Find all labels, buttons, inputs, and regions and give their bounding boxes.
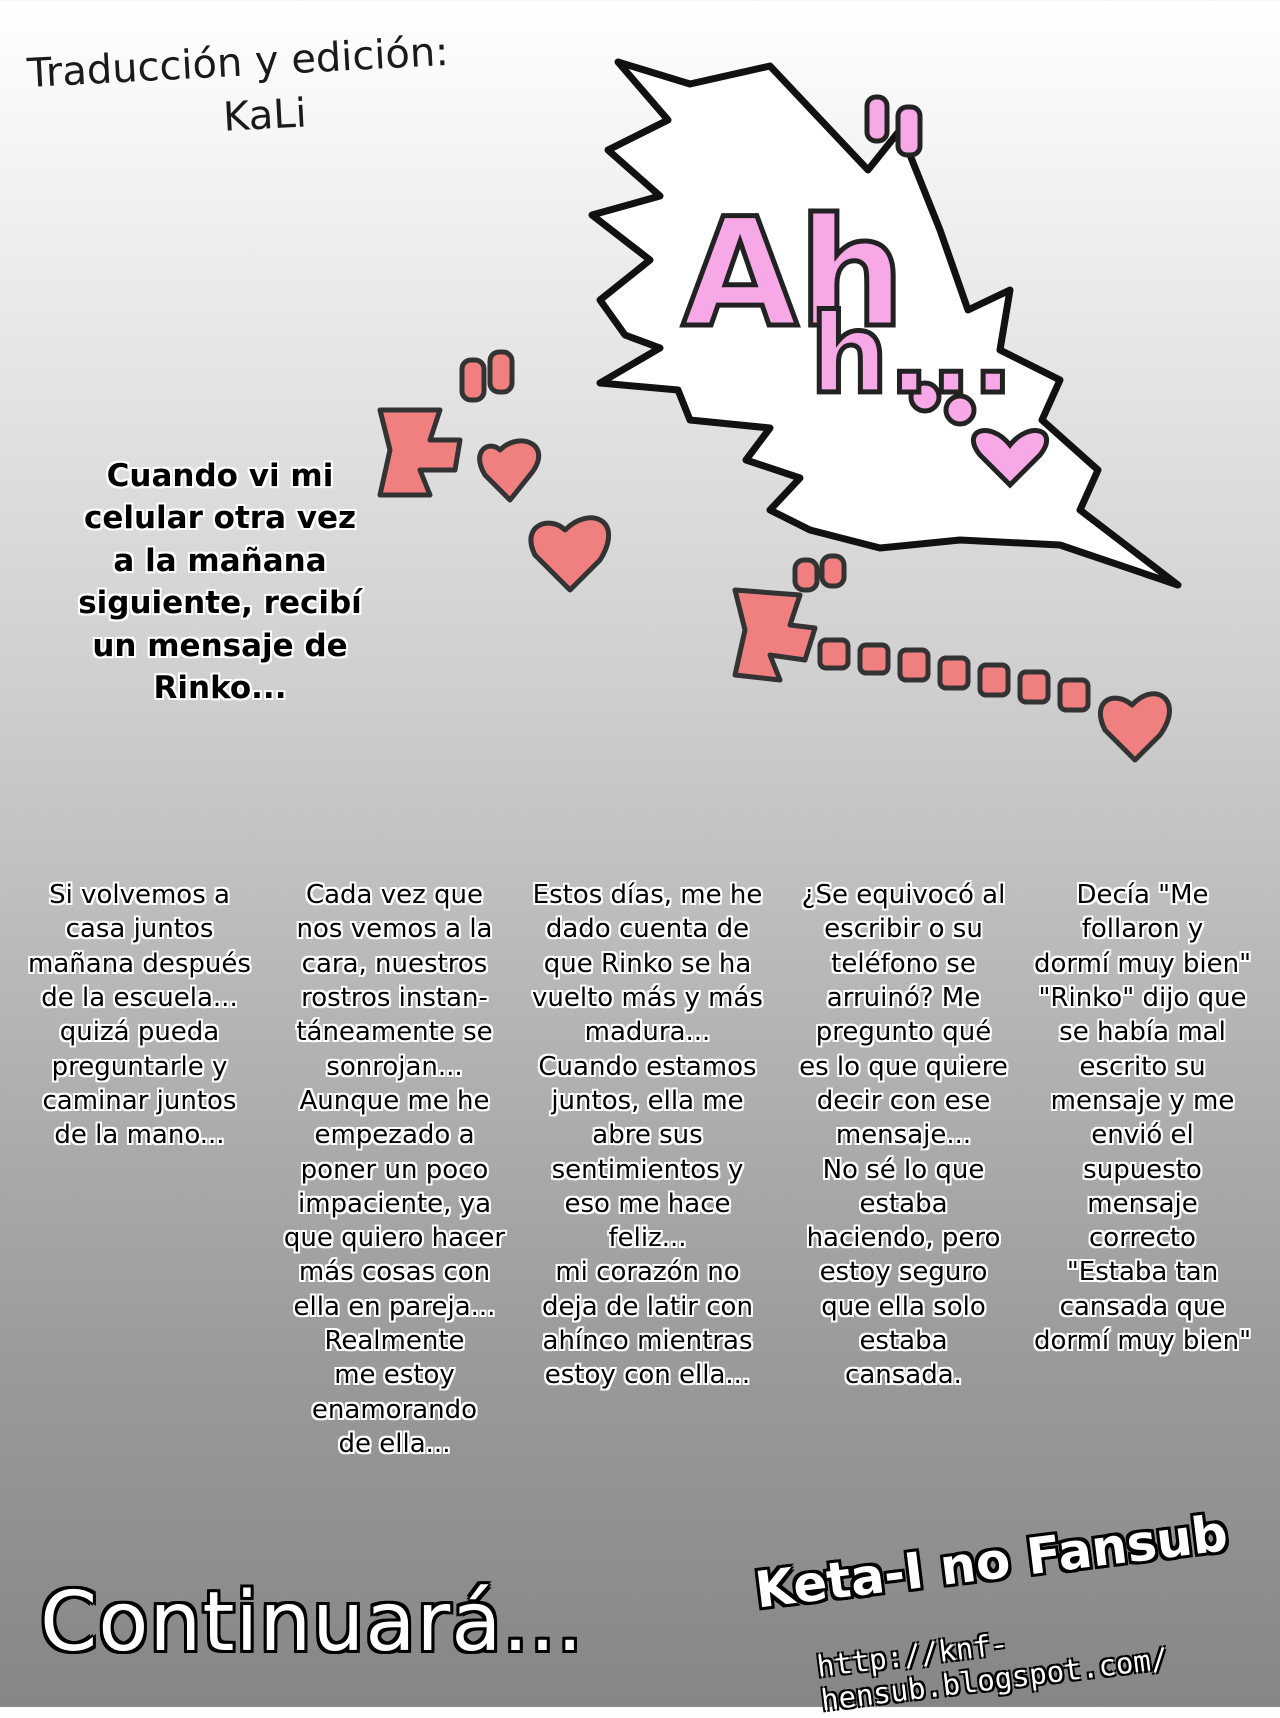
caption-column-3: Estos días, me he dado cuenta de que Rinko se ha vuelto más y más madura... Cuando estamos juntos, ella me abre sus sentimientos y eso me hace feliz... mi corazón no deja de latir con ahínco mientras estoy con ella...	[532, 880, 763, 1391]
fansub-name: Keta-I no Fansub	[752, 1504, 1231, 1620]
credit-name: KaLi	[221, 90, 308, 141]
caption-column-5: Decía "Me follaron y dormí muy bien" "Rinko" dijo que se había mal escrito su mensaje y me envió el supuesto mensaje correcto "Estaba tan cansada que dormí muy bien"	[1033, 880, 1252, 1357]
credit-title: Traducción y edición:	[26, 28, 450, 97]
sfx-red-marks-left	[380, 352, 609, 590]
sfx-ah-text: Ah	[682, 187, 905, 361]
sfx-h-text: h...	[810, 290, 1014, 418]
to-be-continued: Continuará...	[40, 1575, 584, 1670]
fansub-url[interactable]: http://knf-hensub.blogspot.com/	[815, 1626, 1170, 1718]
intro-caption: Cuando vi mi celular otra vez a la mañana siguiente, recibí un mensaje de Rinko...	[78, 458, 362, 707]
caption-column-2: Cada vez que nos vemos a la cara, nuestros rostros instan- táneamente se sonrojan... Aunque me he empezado a poner un poco impaciente, ya que quiero hacer más cosas con ella en pareja... Realmente me estoy enamorando de ella...	[283, 880, 506, 1459]
sfx-red-marks-bottom	[735, 556, 1169, 760]
caption-column-1: Si volvemos a casa juntos mañana después de la escuela... quizá pueda preguntarle y caminar juntos de la mano...	[28, 880, 251, 1151]
caption-column-4: ¿Se equivocó al escribir o su teléfono se arruinó? Me pregunto qué es lo que quiere decir con ese mensaje... No sé lo que estaba haciendo, pero estoy seguro que ella solo estaba cansada.	[799, 880, 1008, 1391]
